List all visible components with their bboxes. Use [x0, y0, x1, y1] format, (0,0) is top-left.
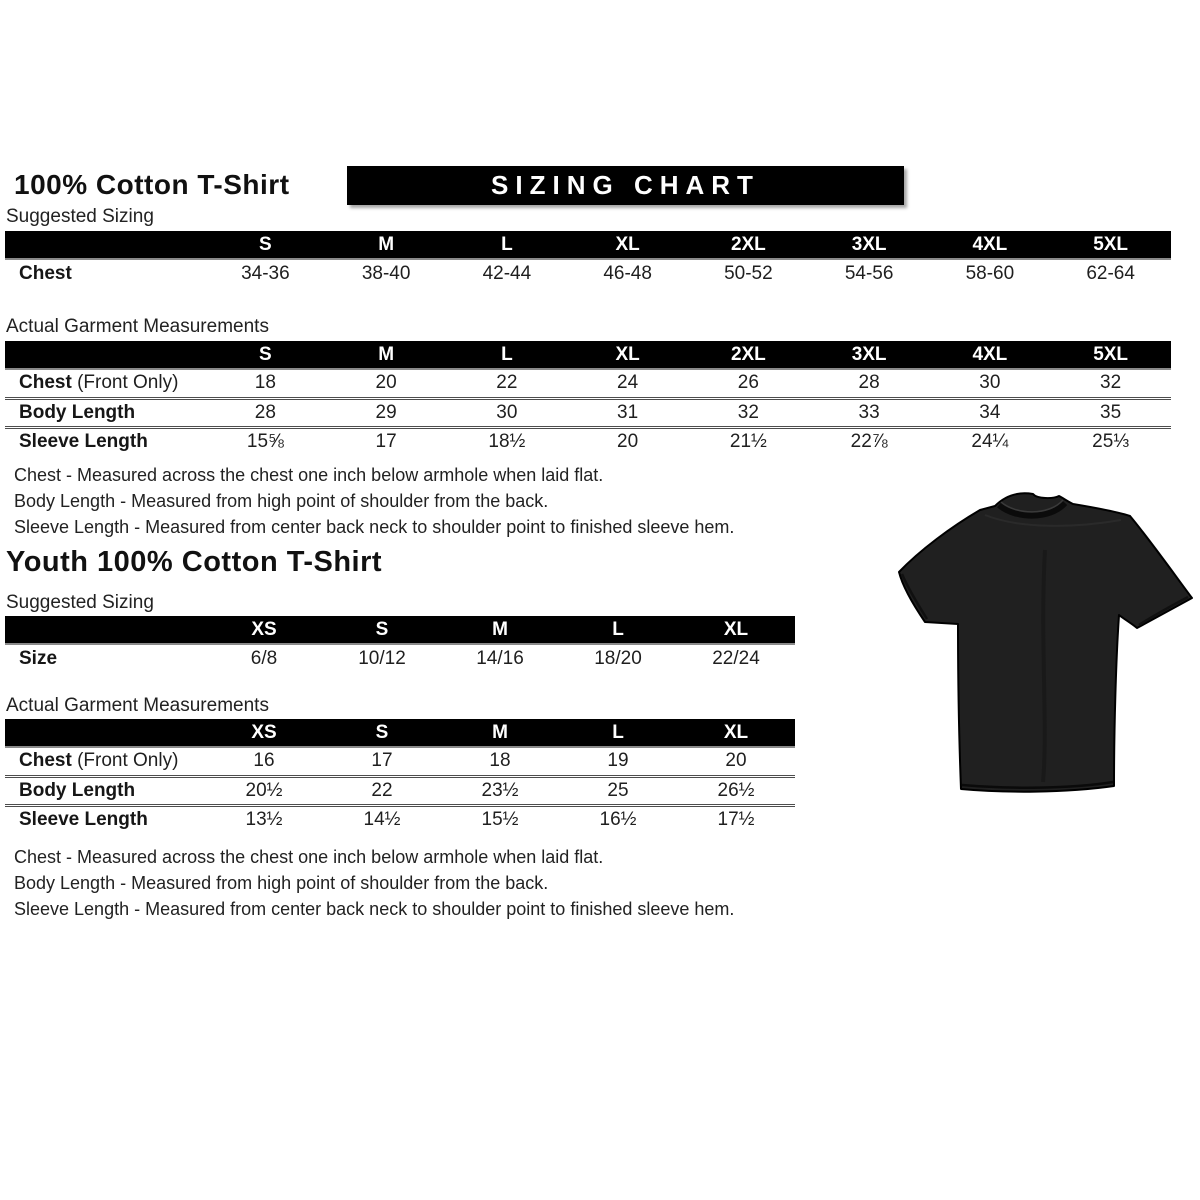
note-sleeve-length: Sleeve Length - Measured from center back neck to shoulder point to finished sleeve hem.: [14, 899, 735, 919]
measurement-value: 16½: [559, 805, 677, 834]
adult-measurement-notes: [14, 462, 734, 540]
size-column-header: XL: [677, 719, 795, 747]
size-column-header: L: [447, 341, 568, 369]
measurement-value: 30: [447, 398, 568, 427]
measurement-value: 22/24: [712, 648, 760, 669]
size-column-header: 4XL: [930, 341, 1051, 369]
measurement-value: 18: [489, 750, 511, 772]
measurement-value: 33: [809, 398, 930, 427]
measurement-value: 26: [737, 372, 759, 394]
size-column-header: 5XL: [1050, 231, 1171, 259]
measurement-value: 17: [326, 427, 447, 456]
size-column-header: L: [559, 719, 677, 747]
header-spacer-cell: [5, 231, 205, 259]
size-column-header: 5XL: [1050, 341, 1171, 369]
measurement-value: 30: [979, 372, 1001, 394]
sizing-chart-banner: [347, 166, 904, 205]
youth-suggested-sizing-table: [5, 616, 795, 673]
measurement-row: [5, 369, 1171, 398]
measurement-value: 18½: [447, 427, 568, 456]
measurement-value: 25: [559, 776, 677, 805]
size-header-row: [5, 719, 795, 747]
page-title: 100% Cotton T-Shirt: [14, 169, 290, 200]
size-column-header: M: [326, 231, 447, 259]
youth-page-title: Youth 100% Cotton T-Shirt: [6, 546, 383, 578]
header-spacer-cell: [5, 719, 205, 747]
measurement-value: 28: [858, 372, 880, 394]
header-spacer-cell: [5, 341, 205, 369]
row-label: Chest (Front Only): [19, 750, 179, 772]
row-label: Size: [19, 648, 58, 669]
measurement-value: 15⅝: [205, 427, 326, 456]
measurement-value: 58-60: [965, 263, 1015, 284]
row-label: Chest (Front Only): [19, 372, 179, 394]
size-column-header: M: [441, 719, 559, 747]
measurement-value: 19: [607, 750, 629, 772]
measurement-value: 32: [1100, 372, 1122, 394]
measurement-value: 20: [375, 372, 397, 394]
youth-actual-measurements-label: Actual Garment Measurements: [6, 695, 269, 716]
measurement-value: 28: [205, 398, 326, 427]
measurement-value: 29: [326, 398, 447, 427]
size-column-header: S: [323, 719, 441, 747]
row-label: Body Length: [5, 398, 205, 427]
measurement-value: 34-36: [241, 263, 290, 284]
measurement-value: 14½: [323, 805, 441, 834]
measurement-value: 46-48: [603, 263, 652, 284]
adult-actual-measurements-table: [5, 341, 1171, 456]
size-header-row: [5, 341, 1171, 369]
measurement-value: 17½: [677, 805, 795, 834]
size-column-header: 4XL: [930, 231, 1051, 259]
measurement-value: 22: [496, 372, 518, 394]
size-column-header: 3XL: [809, 231, 930, 259]
measurement-value: 32: [688, 398, 809, 427]
size-column-header: XL: [567, 341, 688, 369]
measurement-row: [5, 398, 1171, 427]
measurement-value: 35: [1050, 398, 1171, 427]
measurement-value: 25⅓: [1050, 427, 1171, 456]
adult-suggested-sizing-table: [5, 231, 1171, 288]
sizing-chart-banner-text: SIZING CHART: [491, 170, 760, 200]
size-column-header: M: [326, 341, 447, 369]
size-column-header: S: [323, 616, 441, 644]
note-chest: Chest - Measured across the chest one inch below armhole when laid flat.: [14, 465, 604, 485]
size-column-header: 2XL: [688, 231, 809, 259]
measurement-row: [5, 427, 1171, 456]
measurement-row: [5, 747, 795, 776]
measurement-value: 10/12: [358, 648, 406, 669]
size-column-header: XS: [205, 719, 323, 747]
measurement-value: 23½: [441, 776, 559, 805]
size-column-header: S: [205, 231, 326, 259]
measurement-value: 50-52: [724, 263, 773, 284]
measurement-value: 22⅞: [809, 427, 930, 456]
measurement-value: 20: [725, 750, 747, 772]
measurement-value: 34: [930, 398, 1051, 427]
size-column-header: XL: [567, 231, 688, 259]
note-sleeve-length: Sleeve Length - Measured from center back neck to shoulder point to finished sleeve hem.: [14, 517, 735, 537]
measurement-value: 42-44: [482, 263, 532, 284]
measurement-value: 24¼: [930, 427, 1051, 456]
measurement-row: [5, 259, 1171, 288]
measurement-value: 24: [617, 372, 639, 394]
row-label: Body Length: [5, 776, 205, 805]
measurement-value: 26½: [677, 776, 795, 805]
adult-actual-measurements-label: Actual Garment Measurements: [6, 316, 269, 337]
size-column-header: XS: [205, 616, 323, 644]
size-column-header: M: [441, 616, 559, 644]
measurement-row: [5, 805, 795, 834]
row-label: Sleeve Length: [5, 427, 205, 456]
measurement-value: 22: [323, 776, 441, 805]
note-body-length: Body Length - Measured from high point of shoulder from the back.: [14, 491, 549, 511]
measurement-value: 16: [253, 750, 275, 772]
measurement-value: 17: [371, 750, 393, 772]
measurement-value: 18/20: [594, 648, 642, 669]
size-header-row: [5, 616, 795, 644]
header-spacer-cell: [5, 616, 205, 644]
measurement-row: [5, 776, 795, 805]
measurement-value: 6/8: [250, 648, 278, 669]
measurement-row: [5, 644, 795, 673]
measurement-value: 62-64: [1086, 263, 1135, 284]
note-chest: Chest - Measured across the chest one inch below armhole when laid flat.: [14, 847, 604, 867]
measurement-value: 21½: [688, 427, 809, 456]
measurement-value: 15½: [441, 805, 559, 834]
size-column-header: XL: [677, 616, 795, 644]
youth-actual-measurements-table: [5, 719, 795, 834]
measurement-value: 54-56: [844, 263, 894, 284]
measurement-value: 31: [567, 398, 688, 427]
size-column-header: L: [447, 231, 568, 259]
measurement-value: 14/16: [476, 648, 524, 669]
youth-measurement-notes: [14, 844, 734, 922]
size-column-header: 2XL: [688, 341, 809, 369]
measurement-value: 38-40: [361, 263, 411, 284]
measurement-value: 20: [567, 427, 688, 456]
black-tshirt-image: [895, 488, 1195, 800]
measurement-value: 18: [254, 372, 276, 394]
adult-suggested-sizing-label: Suggested Sizing: [6, 206, 154, 227]
size-header-row: [5, 231, 1171, 259]
size-column-header: S: [205, 341, 326, 369]
note-body-length: Body Length - Measured from high point of shoulder from the back.: [14, 873, 549, 893]
row-label: Sleeve Length: [5, 805, 205, 834]
measurement-value: 20½: [205, 776, 323, 805]
row-label: Chest: [19, 263, 72, 284]
youth-suggested-sizing-label: Suggested Sizing: [6, 592, 154, 613]
measurement-value: 13½: [205, 805, 323, 834]
size-column-header: 3XL: [809, 341, 930, 369]
size-column-header: L: [559, 616, 677, 644]
